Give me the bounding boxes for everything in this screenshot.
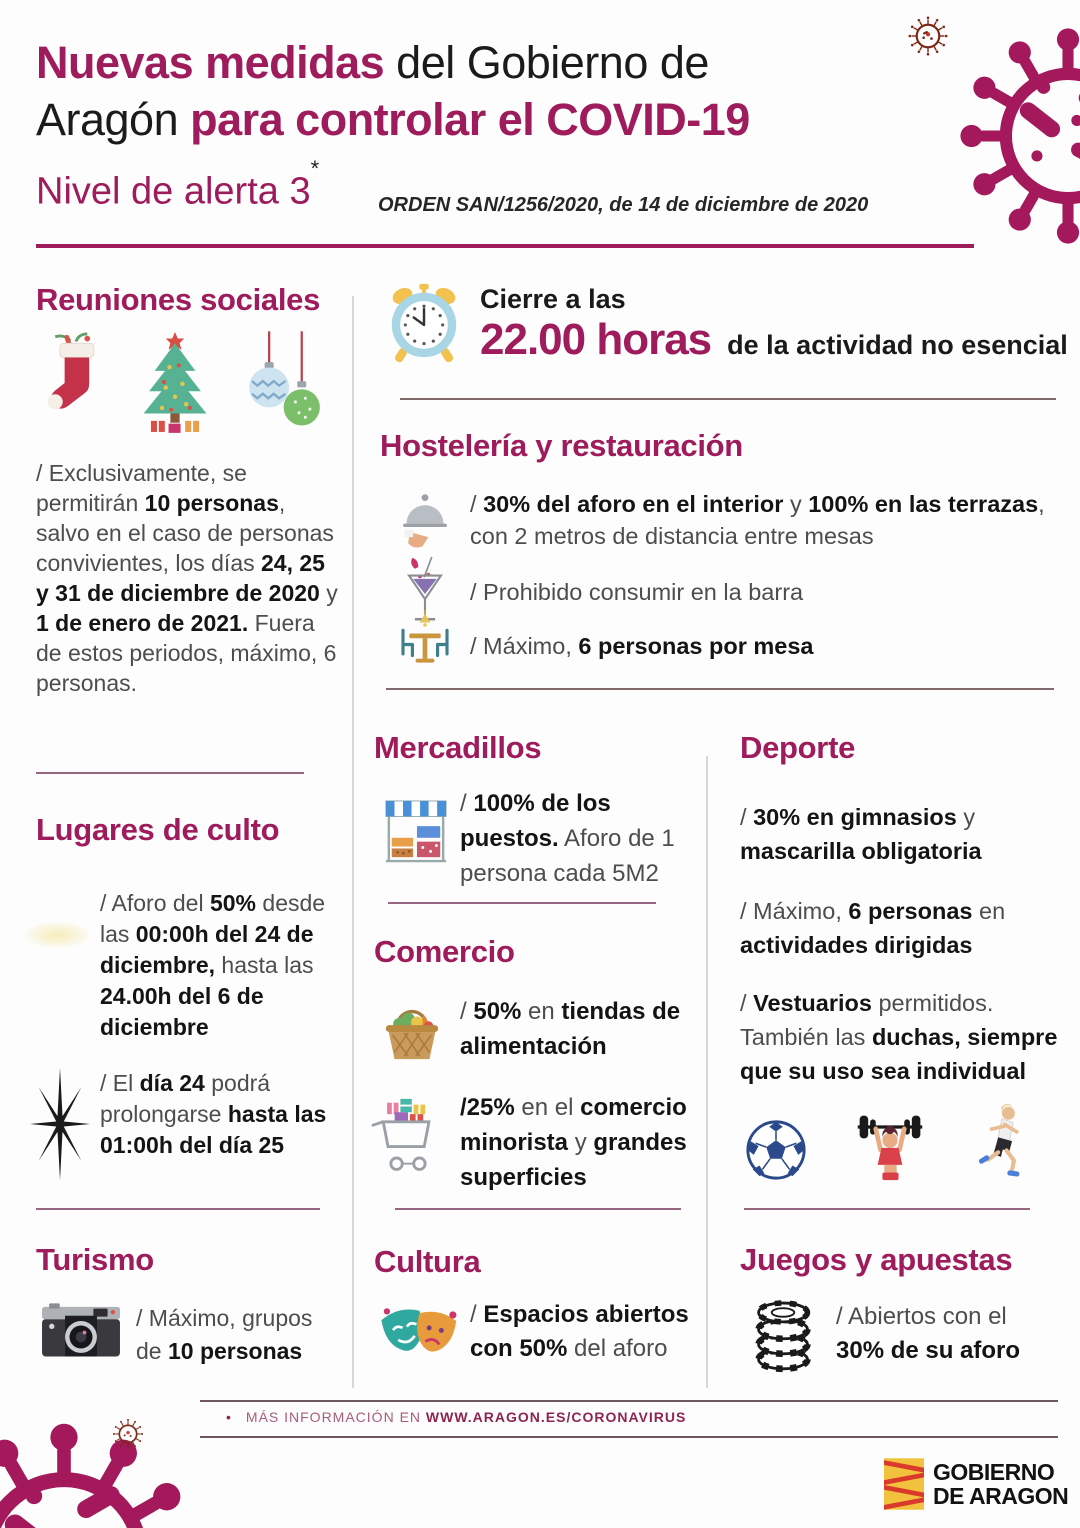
order-reference: ORDEN SAN/1256/2020, de 14 de diciembre de 2020 bbox=[378, 194, 869, 216]
gobierno-aragon-logo bbox=[884, 1458, 1068, 1510]
column-divider-left bbox=[352, 296, 354, 1388]
footer-info-url[interactable]: WWW.ARAGON.ES/CORONAVIRUS bbox=[425, 1409, 687, 1425]
footer-bullet: • bbox=[226, 1409, 232, 1425]
logo-line1: GOBIERNO bbox=[933, 1459, 1055, 1485]
candle-glow-icon bbox=[24, 922, 90, 948]
christmas-tree-icon bbox=[138, 330, 212, 434]
sport-icons-row bbox=[744, 1104, 1028, 1182]
page-title-line2: Aragón para controlar el COVID-19 bbox=[36, 94, 750, 145]
hosteleria-item-2: / Prohibido consumir en la barra bbox=[470, 579, 804, 605]
section-heading-hosteleria: Hostelería y restauración bbox=[380, 428, 743, 463]
section-heading-juegos: Juegos y apuestas bbox=[740, 1242, 1013, 1277]
camera-icon bbox=[40, 1298, 122, 1360]
section-heading-deporte: Deporte bbox=[740, 730, 856, 765]
culto-item-2: / El día 24 podrá prolongarse hasta las 01:00h del día 25 bbox=[100, 1070, 327, 1158]
hosteleria-item-1: / 30% del aforo en el interior y 100% en las terrazas, con 2 metros de distancia entre mesas bbox=[470, 491, 1045, 549]
header-divider bbox=[36, 244, 974, 248]
closure-banner bbox=[480, 284, 1068, 365]
footer-info bbox=[226, 1409, 686, 1425]
market-stall-icon bbox=[384, 796, 448, 866]
footer-info-label: MÁS INFORMACIÓN EN bbox=[245, 1409, 426, 1425]
comercio-item-2: /25% en el comercio minorista y grandes superficies bbox=[460, 1094, 687, 1191]
closure-suffix: de la actividad no esencial bbox=[727, 330, 1068, 360]
small-virus-icon bbox=[108, 1414, 148, 1454]
virus-icon bbox=[946, 14, 1080, 258]
poker-chips-icon bbox=[752, 1294, 814, 1376]
footer-divider-bottom bbox=[200, 1436, 1058, 1438]
virus-icon bbox=[0, 1406, 214, 1528]
page-title-line1: Nuevas medidas del Gobierno de bbox=[36, 37, 709, 88]
small-virus-icon bbox=[902, 10, 954, 62]
christmas-icons-row bbox=[42, 330, 328, 434]
section-heading-turismo: Turismo bbox=[36, 1242, 154, 1277]
reuniones-body: / Exclusivamente, se permitirán 10 personas, salvo en el caso de personas convivientes, los días 24, 25 y 31 de diciembre de 2020 y 1 de enero de 2021. Fuera de estos periodos, máximo, 6 personas. bbox=[36, 460, 338, 696]
footer-divider-top bbox=[200, 1400, 1058, 1402]
deporte-item-3: / Vestuarios permitidos. También las duchas, siempre que su uso sea individual bbox=[740, 990, 1058, 1084]
mercadillos-item-1: / 100% de los puestos. Aforo de 1 persona cada 5M2 bbox=[460, 790, 675, 887]
aragon-flag-icon bbox=[884, 1458, 924, 1510]
hosteleria-item-3: / Máximo, 6 personas por mesa bbox=[470, 633, 814, 659]
section-heading-mercadillos: Mercadillos bbox=[374, 730, 542, 765]
divider-mid-3 bbox=[388, 902, 656, 904]
divider-right-1 bbox=[744, 1208, 1030, 1210]
logo-text bbox=[933, 1460, 1068, 1508]
cloche-icon bbox=[398, 490, 452, 554]
shopping-cart-icon bbox=[368, 1094, 448, 1180]
runner-icon bbox=[972, 1104, 1028, 1182]
section-heading-reuniones: Reuniones sociales bbox=[36, 282, 321, 317]
divider-left-2 bbox=[36, 1208, 320, 1210]
table-chairs-icon bbox=[392, 608, 458, 670]
alarm-clock-icon bbox=[382, 280, 466, 368]
christmas-baubles-icon bbox=[242, 330, 328, 434]
soccer-ball-icon bbox=[744, 1118, 808, 1182]
section-heading-cultura: Cultura bbox=[374, 1244, 481, 1279]
deporte-item-1: / 30% en gimnasios y mascarilla obligatoria bbox=[740, 804, 982, 864]
divider-mid-4 bbox=[395, 1208, 681, 1210]
culto-item-1: / Aforo del 50% desde las 00:00h del 24 de diciembre, hasta las 24.00h del 6 de diciembre bbox=[100, 890, 326, 1040]
star-icon bbox=[26, 1062, 94, 1186]
logo-line2: DE ARAGON bbox=[933, 1483, 1069, 1509]
comercio-item-1: / 50% en tiendas de alimentación bbox=[460, 998, 681, 1060]
alert-asterisk: * bbox=[310, 156, 320, 181]
divider-left-1 bbox=[36, 772, 304, 774]
divider-mid-1 bbox=[400, 398, 1056, 400]
closure-time: 22.00 horas bbox=[480, 315, 712, 364]
section-heading-culto: Lugares de culto bbox=[36, 812, 280, 847]
deporte-item-2: / Máximo, 6 personas en actividades dirigidas bbox=[740, 898, 1006, 958]
theater-masks-icon bbox=[378, 1292, 460, 1370]
weightlifter-icon bbox=[852, 1108, 928, 1182]
christmas-stocking-icon bbox=[42, 330, 108, 434]
divider-mid-2 bbox=[386, 688, 1054, 690]
closure-prefix: Cierre a las bbox=[480, 284, 626, 314]
column-divider-right bbox=[706, 756, 708, 1388]
juegos-item-1: / Abiertos con el 30% de su aforo bbox=[836, 1303, 1021, 1364]
cultura-item-1: / Espacios abiertos con 50% del aforo bbox=[470, 1301, 689, 1362]
food-basket-icon bbox=[380, 998, 444, 1064]
section-heading-comercio: Comercio bbox=[374, 934, 515, 969]
turismo-item-1: / Máximo, grupos de 10 personas bbox=[136, 1305, 313, 1364]
alert-level: Nivel de alerta 3* bbox=[36, 156, 320, 213]
page-title bbox=[36, 34, 750, 148]
